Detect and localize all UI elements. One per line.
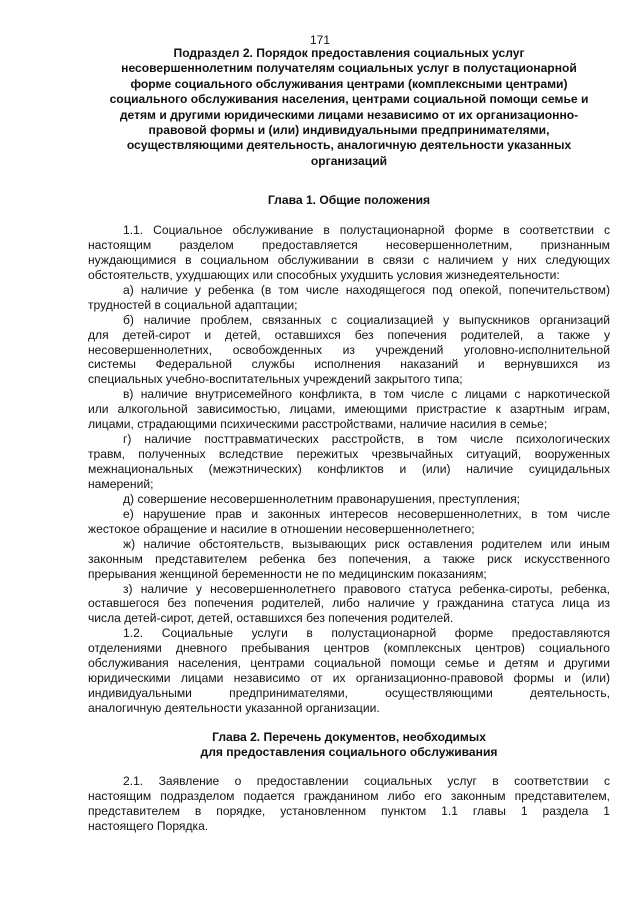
- paragraph-line: прерывания женщиной беременности не по медицинским показаниям;: [88, 566, 487, 581]
- chapter-2-title: [88, 730, 610, 761]
- paragraph-line: оставшегося без попечения родителей, либо наличие у гражданина статуса лица из: [88, 596, 610, 611]
- chapter-title-line: для предоставления социального обслуживания: [200, 745, 498, 760]
- paragraph-first-line: 1.1. Социальное обслуживание в полустационарной форме в соответствии с: [123, 223, 610, 237]
- paragraph-first-line: б) наличие проблем, связанных с социализацией у выпускников организаций: [123, 312, 610, 327]
- chapter-2-body: [88, 774, 610, 834]
- paragraph-line: законным представителем ребенка без попечения, а также риск искусственного: [88, 551, 610, 566]
- paragraph-first-line: е) нарушение прав и законных интересов несовершеннолетних, в том числе: [123, 506, 610, 521]
- paragraph-first-line: в) наличие внутрисемейного конфликта, в том числе с лицами с наркотической: [123, 387, 610, 402]
- paragraph-first-line: а) наличие у ребенка (в том числе находящегося под опекой, попечительством): [123, 282, 610, 297]
- paragraph-line: травм, полученных вследствие пережитых чрезвычайных ситуаций, вооруженных: [88, 447, 610, 462]
- paragraph-line: настоящего Порядка.: [88, 818, 209, 833]
- paragraph-line: обстоятельств, ухудшающих или способных ухудшить условия жизнедеятельности:: [88, 267, 560, 282]
- paragraph-first-line: ж) наличие обстоятельств, вызывающих риск оставления родителем или иным: [123, 536, 610, 551]
- page-number: 171: [309, 33, 331, 47]
- paragraph-line: несовершеннолетних, освобожденных из учреждений уголовно-исполнительной: [88, 342, 610, 357]
- paragraph-line: намерений;: [88, 476, 154, 491]
- section-title-line: осуществляющими деятельность, аналогичную деятельности указанных: [126, 138, 572, 153]
- paragraph-first-line: з) наличие у несовершеннолетнего правового статуса ребенка-сироты, ребенка,: [123, 581, 610, 596]
- paragraph-line: настоящим разделом предоставляется несовершеннолетним, признанным: [88, 237, 610, 252]
- paragraph-first-line: 1.2. Социальные услуги в полустационарной форме предоставляются: [123, 626, 610, 641]
- section-title-line: организаций: [310, 153, 388, 168]
- paragraph-line: числа детей-сирот, детей, оставшихся без попечения родителей.: [88, 611, 454, 626]
- paragraph-line: юридическими лицами независимо от их организационно-правовой формы и (или): [88, 671, 610, 686]
- chapter-title-line: Глава 1. Общие положения: [267, 193, 431, 207]
- paragraph-line: межнациональных (межэтнических) конфликтов и (или) наличие суицидальных: [88, 462, 610, 476]
- section-title-line: Подраздел 2. Порядок предоставления социальных услуг: [173, 46, 525, 60]
- paragraph-line: отделениями дневного пребывания центров (комплексных центров) социального: [88, 641, 610, 656]
- section-title-line: форме социального обслуживания центрами (комплексными центрами): [130, 76, 568, 91]
- paragraph-first-line: г) наличие посттравматических расстройств, в том числе психологических: [123, 432, 610, 447]
- paragraph-line: нуждающимися в социальном обслуживании в связи с наличием у них следующих: [88, 252, 610, 267]
- section-title-line: детям и другими юридическими лицами независимо от их организационно-: [119, 107, 579, 122]
- paragraph-line: индивидуальными предпринимателями, осуществляющими деятельность,: [88, 686, 610, 701]
- section-title-line: правовой формы и (или) индивидуальными предпринимателями,: [148, 123, 550, 138]
- paragraph-line: аналогичную деятельности указанной организации.: [88, 701, 380, 715]
- paragraph-line: трудностей в социальной адаптации;: [88, 297, 298, 312]
- paragraph-line: жестокое обращение и насилие в отношении несовершеннолетнего;: [88, 521, 475, 536]
- paragraph-first-line: д) совершение несовершеннолетним правонарушения, преступления;: [123, 491, 521, 506]
- paragraph-line: для детей-сирот и детей, оставшихся без попечения родителей, а также у: [88, 327, 610, 342]
- paragraph-line: обслуживания населения, центрами социальной помощи семье и детям и другими: [88, 656, 610, 671]
- paragraph-line: системы Федеральной службы исполнения наказаний и вернувшихся из: [88, 357, 610, 372]
- paragraph-line: специальных учебно-воспитательных учреждений закрытого типа;: [88, 372, 463, 387]
- chapter-title-line: Глава 2. Перечень документов, необходимых: [212, 730, 486, 744]
- paragraph-first-line: 2.1. Заявление о предоставлении социальных услуг в соответствии с: [123, 774, 610, 788]
- chapter-1-body: [88, 223, 610, 716]
- paragraph-line: или алкогольной зависимостью, лицами, имеющими пристрастие к азартным играм,: [88, 402, 610, 417]
- paragraph-line: настоящим подразделом подается гражданином либо его законным представителем,: [88, 788, 610, 803]
- section-title: [88, 46, 610, 169]
- section-title-line: несовершеннолетним получателям социальных услуг в полустационарной: [121, 61, 577, 76]
- section-title-line: социального обслуживания населения, центрами социальной помощи семье и: [109, 92, 589, 107]
- paragraph-line: лицами, страдающими психическими расстройствами, наличие насилия в семье;: [88, 417, 548, 432]
- paragraph-line: представителем в порядке, установленном пунктом 1.1 главы 1 раздела 1: [88, 803, 610, 818]
- chapter-1-title: [88, 193, 610, 208]
